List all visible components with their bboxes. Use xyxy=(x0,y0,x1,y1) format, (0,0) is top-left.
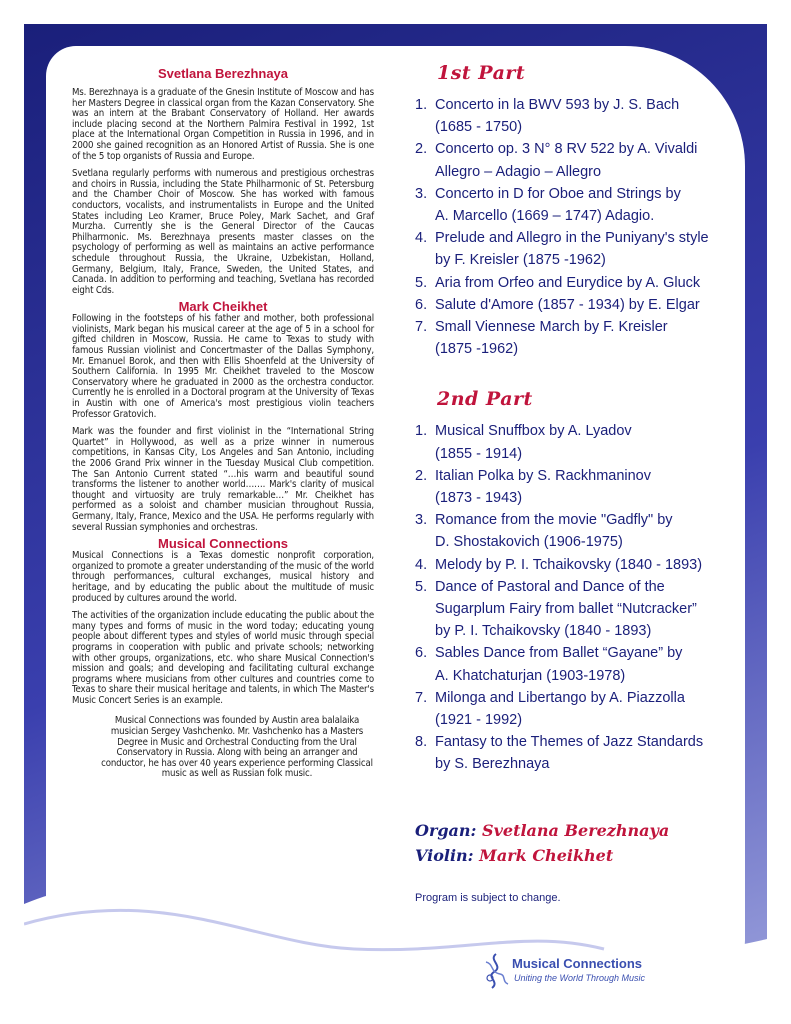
part1-item xyxy=(415,316,745,360)
part2-list xyxy=(415,420,745,775)
part1-item xyxy=(415,294,745,316)
item-line-2: by F. Kreisler (1875 -1962) xyxy=(435,252,606,269)
item-line-1: Small Viennese March by F. Kreisler xyxy=(435,319,668,336)
item-line-2: Sugarplum Fairy from ballet “Nutcracker” xyxy=(435,601,697,618)
item-line-1: Prelude and Allegro in the Puniyany's style xyxy=(435,230,709,247)
program-column xyxy=(415,62,745,904)
item-line-2: D. Shostakovich (1906-1975) xyxy=(435,534,623,551)
item-line-1: Fantasy to the Themes of Jazz Standards xyxy=(435,734,704,751)
organ-name: Svetlana Berezhnaya xyxy=(482,820,670,840)
item-line-1: Concerto op. 3 N° 8 RV 522 by A. Vivaldi xyxy=(435,141,698,158)
svetlana-bio-2: Svetlana regularly performs with numerous and prestigious orchestras and choirs in Russia, including the State Philharmonic of St. Petersburg and the Chamber Choir of Moscow. She has worked with famous conductors, vocalists, and instrumentalists in Europe and the United States including Leo Kramer, Bruce Poley, Mark Sachet, and Graf Murzha. Currently she is the General Director of the Caucas Philharmonic. Ms. Berezhnaya presents master classes on the psychology of performing as well as maintains an active performance schedule throughout Russia, the Ukraine, Uzbekistan, Holland, Germany, Belgium, Italy, France, Sweden, the United States, and Canada. In addition to performing and teaching, Svetlana has recorded eight Cds. xyxy=(72,168,374,296)
logo xyxy=(480,952,660,992)
mark-bio-1: Following in the footsteps of his father and mother, both professional violinists, Mark began his musical career at the age of 5 in a school for gifted children in Moscow, Russia. He came to Texas to study with famous Russian violinist and Concertmaster of the Dallas Symphony, Mr. Emanuel Borok, and then with Ellis Shoenfeld at the University of Southern California. In 1995 Mr. Cheikhet traveled to the Moscow Conservatory where he graduated in 2000 as the orchestra conductor. Currently he is enrolled in a Doctoral program at the University of Texas in Austin with one of America's most prestigious violin teachers Professor Gratovich. xyxy=(72,313,374,420)
svetlana-heading: Svetlana Berezhnaya xyxy=(157,66,289,81)
organ-line xyxy=(415,818,745,843)
mc-about-1: Musical Connections is a Texas domestic nonprofit corporation, organized to promote a greater understanding of the music of the world through performances, cultural exchanges, musical history and heritage, and by educating the public about the multitude of music produced by cultures around the world. xyxy=(72,550,374,604)
program-note: Program is subject to change. xyxy=(415,891,561,904)
part2-item xyxy=(415,576,745,643)
mc-founder: Musical Connections was founded by Austin area balalaika musician Sergey Vashchenko. Mr. Vashchenko has a Masters Degree in Music and Orchestral Conducting from the Ural Conservatory in Russia. Along with being an arranger and conductor, he has over 40 years experience performing Classical music as well as Russian folk music. xyxy=(101,715,373,780)
item-line-2: by S. Berezhnaya xyxy=(435,756,550,773)
part2-item xyxy=(415,731,745,775)
part1-title: 1st Part xyxy=(437,62,526,84)
item-line-1: Musical Snuffbox by A. Lyadov xyxy=(435,423,632,440)
item-line-2: A. Khatchaturjan (1903-1978) xyxy=(435,667,626,684)
mark-bio-2: Mark was the founder and first violinist in the “International String Quartet” in Hollywood, as well as a prize winner in numerous competitions, in Kansas City, Los Angeles and San Antonio, including the 2006 Grand Prix winner in the Tuesday Musical Club competition. The San Antonio Current stated “…his warm and beautiful sound transforms the listener to another world……. Mark's clarity of musical thought and virtuosity are truly remarkable…” Mr. Cheikhet has performed as a soloist and chamber musician throughout Russia, Germany, Italy, France, Mexico and the USA. He performs regularly with several Russian symphonies and orchestras. xyxy=(72,426,374,533)
item-number: 4. xyxy=(415,230,428,247)
part1-item xyxy=(415,94,745,138)
part2-title: 2nd Part xyxy=(437,388,533,411)
item-number: 7. xyxy=(415,319,428,336)
part2-item xyxy=(415,420,745,464)
item-line-1: Aria from Orfeo and Eurydice by A. Gluck xyxy=(435,274,701,291)
item-number: 3. xyxy=(415,512,428,529)
item-line-2: (1685 - 1750) xyxy=(435,119,523,136)
part1-item xyxy=(415,272,745,294)
organ-label: Organ: xyxy=(415,820,477,840)
item-line-1: Romance from the movie "Gadfly" by xyxy=(435,512,673,529)
left-column xyxy=(72,66,374,782)
violin-swirl-icon xyxy=(480,952,512,990)
item-line-2: A. Marcello (1669 – 1747) Adagio. xyxy=(435,208,655,225)
item-line-1: Sables Dance from Ballet “Gayane” by xyxy=(435,645,683,662)
item-line-1: Italian Polka by S. Rackhmaninov xyxy=(435,467,651,484)
part2-item xyxy=(415,642,745,686)
item-line-2: Allegro – Adagio – Allegro xyxy=(435,163,602,180)
item-number: 6. xyxy=(415,296,428,313)
part2-item xyxy=(415,509,745,553)
item-line-2: (1875 -1962) xyxy=(435,341,519,358)
violin-label: Violin: xyxy=(415,845,474,865)
logo-tagline: Uniting the World Through Music xyxy=(514,973,646,983)
item-number: 3. xyxy=(415,185,428,202)
violin-name: Mark Cheikhet xyxy=(479,845,614,865)
item-number: 2. xyxy=(415,467,428,484)
item-line-1: Dance of Pastoral and Dance of the xyxy=(435,578,665,595)
item-number: 5. xyxy=(415,578,428,595)
item-line-3: by P. I. Tchaikovsky (1840 - 1893) xyxy=(435,623,652,640)
item-line-2: (1855 - 1914) xyxy=(435,445,523,462)
part1-item xyxy=(415,227,745,271)
item-line-1: Salute d'Amore (1857 - 1934) by E. Elgar xyxy=(435,296,700,313)
part1-item xyxy=(415,183,745,227)
item-number: 1. xyxy=(415,423,428,440)
mc-about-2: The activities of the organization include educating the public about the many types and forms of music in the word today; educating young people about different types and styles of world music through special programs in cooperation with public and private schools; networking with other groups, organizations, etc. who share Musical Connection's mission and goals; and developing and facilitating cultural exchange programs where musicians from other cultures and countries come to Texas to share their musical heritage and talents, in which The Master's Music Concert Series is an example. xyxy=(72,610,374,706)
part2-item xyxy=(415,687,745,731)
item-number: 2. xyxy=(415,141,428,158)
part2-item xyxy=(415,465,745,509)
item-line-2: (1873 - 1943) xyxy=(435,490,523,507)
item-line-1: Concerto in D for Oboe and Strings by xyxy=(435,185,681,202)
part1-item xyxy=(415,138,745,182)
svetlana-bio-1: Ms. Berezhnaya is a graduate of the Gnesin Institute of Moscow and has her Masters Degree in classical organ from the Kazan Conservatory. She was an intern at the Brabant Conservatory of Holland. Her awards include placing second at the Northern Palmira Festival in 1992, 1st place at the International Organ Competition in Russia in 1996, and in 2000 she gained recognition as an Honored Artist of Russia. She is one of the 5 top organists of Russia and Europe. xyxy=(72,87,374,162)
item-line-1: Concerto in la BWV 593 by J. S. Bach xyxy=(435,97,680,113)
part1-list xyxy=(415,94,745,360)
item-number: 1. xyxy=(415,97,428,113)
mc-heading: Musical Connections xyxy=(157,536,289,552)
violin-line xyxy=(415,843,745,868)
item-line-1: Milonga and Libertango by A. Piazzolla xyxy=(435,689,685,706)
item-number: 4. xyxy=(415,556,428,573)
logo-title: Musical Connections xyxy=(512,956,643,971)
item-line-2: (1921 - 1992) xyxy=(435,712,523,729)
item-number: 7. xyxy=(415,689,428,706)
item-line-1: Melody by P. I. Tchaikovsky (1840 - 1893) xyxy=(435,556,703,573)
mark-heading: Mark Cheikhet xyxy=(178,299,268,315)
item-number: 8. xyxy=(415,734,428,751)
part2-item xyxy=(415,554,745,576)
item-number: 5. xyxy=(415,274,428,291)
item-number: 6. xyxy=(415,645,428,662)
performers xyxy=(415,818,745,868)
